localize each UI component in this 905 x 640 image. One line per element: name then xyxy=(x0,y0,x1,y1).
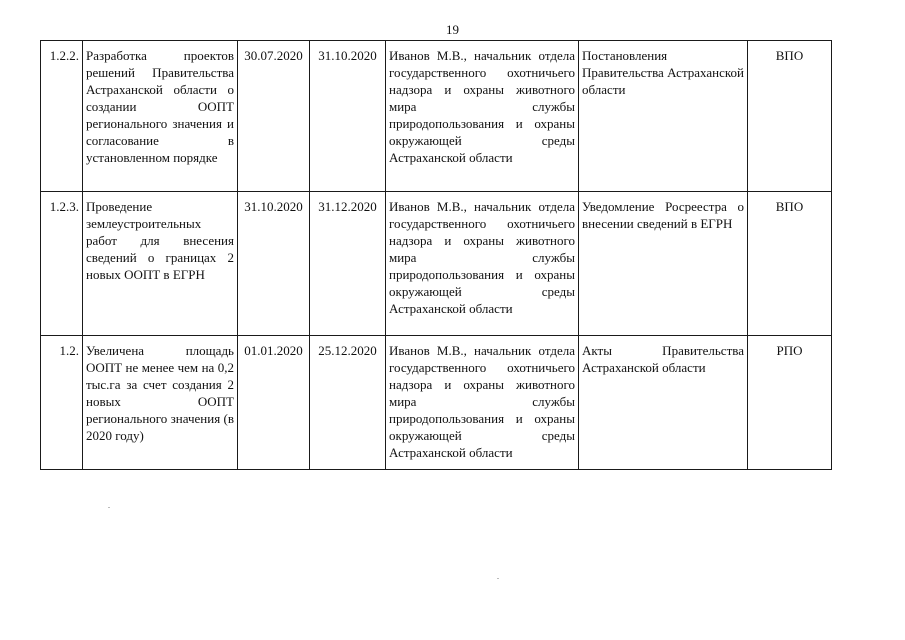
start-date: 30.07.2020 xyxy=(238,41,310,192)
end-date: 31.10.2020 xyxy=(310,41,386,192)
row-number: 1.2.3. xyxy=(41,192,83,336)
table-row xyxy=(41,192,832,336)
event-name: Разработка проектов решений Правительства Астраханской области о создании ООПТ регионального значения и согласование в установленном порядке xyxy=(83,41,238,192)
result-document: Уведомление Росреестра о внесении сведений в ЕГРН xyxy=(579,192,748,336)
responsible-person: Иванов М.В., начальник отдела государственного охотничьего надзора и охраны животного мира службы природопользования и охраны окружающей среды Астраханской области xyxy=(386,336,579,470)
event-name: Проведение землеустроительных работ для внесения сведений о границах 2 новых ООПТ в ЕГРН xyxy=(83,192,238,336)
responsible-person: Иванов М.В., начальник отдела государственного охотничьего надзора и охраны животного мира службы природопользования и охраны окружающей среды Астраханской области xyxy=(386,192,579,336)
start-date: 31.10.2020 xyxy=(238,192,310,336)
row-number: 1.2.2. xyxy=(41,41,83,192)
end-date: 31.12.2020 xyxy=(310,192,386,336)
result-document: Постановления Правительства Астраханской области xyxy=(579,41,748,192)
row-number: 1.2. xyxy=(41,336,83,470)
result-document: Акты Правительства Астраханской области xyxy=(579,336,748,470)
scan-speck xyxy=(497,578,499,579)
table-row xyxy=(41,41,832,192)
event-name: Увеличена площадь ООПТ не менее чем на 0,2 тыс.га за счет создания 2 новых ООПТ регионального значения (в 2020 году) xyxy=(83,336,238,470)
responsible-person: Иванов М.В., начальник отдела государственного охотничьего надзора и охраны животного мира службы природопользования и охраны окружающей среды Астраханской области xyxy=(386,41,579,192)
plan-table xyxy=(40,40,832,470)
control-code: ВПО xyxy=(748,192,832,336)
scan-speck xyxy=(108,507,110,508)
start-date: 01.01.2020 xyxy=(238,336,310,470)
table-row xyxy=(41,336,832,470)
control-code: РПО xyxy=(748,336,832,470)
control-code: ВПО xyxy=(748,41,832,192)
end-date: 25.12.2020 xyxy=(310,336,386,470)
page-number: 19 xyxy=(446,22,459,37)
